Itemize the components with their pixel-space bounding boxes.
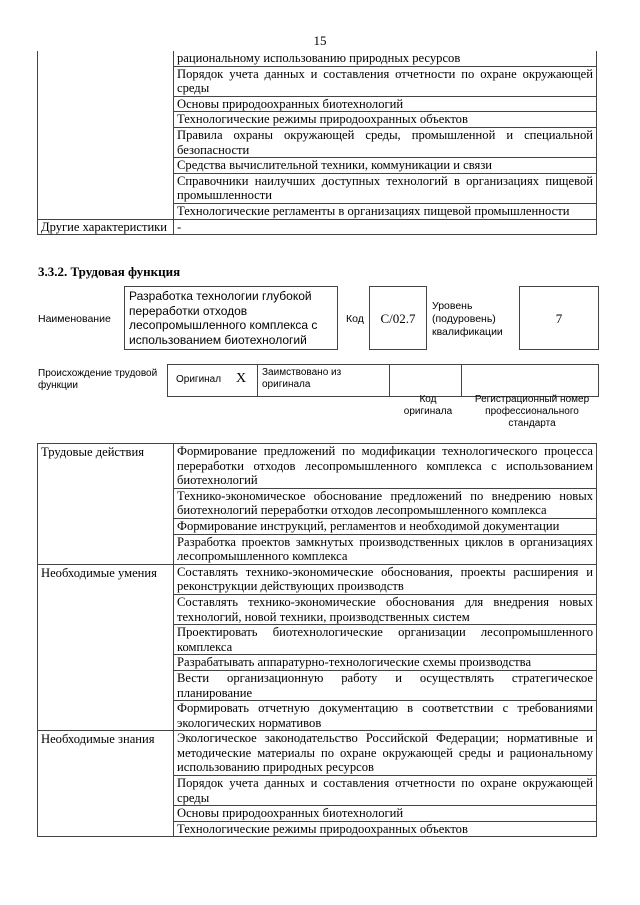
row-text: Справочники наилучших доступных технологий в организациях пищевой промышленности (174, 173, 597, 203)
level-box (519, 286, 599, 350)
row-text: рациональному использованию природных ресурсов (174, 51, 597, 66)
table-row (38, 444, 597, 489)
list-item: Формировать отчетную документацию в соответствии с требованиями экологических нормативов (174, 701, 597, 731)
origin-box (167, 364, 599, 397)
name-label: Наименование (38, 313, 111, 325)
group-label: Необходимые умения (38, 564, 174, 731)
list-item: Формирование инструкций, регламентов и необходимой документации (174, 518, 597, 534)
origin-divider-2 (389, 364, 390, 396)
origin-divider-3 (461, 364, 462, 396)
row-text: Порядок учета данных и составления отчетности по охране окружающей среды (174, 66, 597, 96)
section-title: 3.3.2. Трудовая функция (38, 264, 181, 279)
list-item: Формирование предложений по модификации технологического процесса переработки отходов лесопромышленного комплекса с использованием биотехнологий (174, 444, 597, 489)
list-item: Составлять технико-экономические обоснования, проекты расширения и реконструкции действующих производств (174, 564, 597, 594)
reg-caption: Регистрационный номер профессионального стандарта (474, 394, 590, 429)
row-text: Правила охраны окружающей среды, промышленной и специальной безопасности (174, 127, 597, 157)
borrowed-label: Заимствовано из оригинала (262, 367, 342, 390)
list-item: Разработка проектов замкнутых производственных циклов в организациях лесопромышленного комплекса (174, 534, 597, 564)
list-item: Экологическое законодательство Российской Федерации; нормативные и методические материалы по охране окружающей среды и рациональному использованию природных ресурсов (174, 731, 597, 776)
group-label: Необходимые знания (38, 731, 174, 837)
list-item: Технологические режимы природоохранных объектов (174, 821, 597, 837)
row-text: Технологические регламенты в организациях пищевой промышленности (174, 203, 597, 219)
list-item: Основы природоохранных биотехнологий (174, 806, 597, 822)
origin-divider-1 (257, 364, 258, 396)
level-label: Уровень (подуровень) квалификации (432, 300, 503, 338)
table-row (38, 219, 597, 235)
list-item: Технико-экономическое обоснование предложений по внедрению новых биотехнологий переработки отходов лесопромышленного комплекса (174, 488, 597, 518)
origin-label: Происхождение трудовой функции (38, 368, 158, 391)
list-item: Проектировать биотехнологические организации лесопромышленного комплекса (174, 625, 597, 655)
code-box (369, 286, 427, 350)
row-label (38, 51, 174, 219)
row-text: Основы природоохранных биотехнологий (174, 96, 597, 112)
table-row (38, 564, 597, 594)
list-item: Разрабатывать аппаратурно-технологические схемы производства (174, 655, 597, 671)
row-label: Другие характеристики (38, 219, 174, 235)
row-text: Технологические режимы природоохранных объектов (174, 112, 597, 128)
function-name-box (124, 286, 338, 350)
table-row (38, 51, 597, 66)
list-item: Составлять технико-экономические обоснования для внедрения новых технологий, новой техники, производственных систем (174, 594, 597, 624)
list-item: Вести организационную работу и осуществлять стратегическое планирование (174, 670, 597, 700)
original-mark: X (236, 371, 247, 386)
row-text: Средства вычислительной техники, коммуникации и связи (174, 158, 597, 174)
code-label: Код (346, 313, 364, 325)
level-value: 7 (555, 311, 563, 326)
code-caption: Код оригинала (403, 394, 453, 417)
group-label: Трудовые действия (38, 444, 174, 565)
page-number: 15 (313, 33, 327, 48)
code-value: C/02.7 (380, 311, 416, 326)
knowledge-continuation-table (37, 51, 597, 235)
row-text: - (174, 219, 597, 235)
table-row (38, 731, 597, 776)
list-item: Порядок учета данных и составления отчетности по охране окружающей среды (174, 776, 597, 806)
labor-function-table (37, 443, 597, 837)
function-name: Разработка технологии глубокой переработки отходов лесопромышленного комплекса с использованием биотехнологий (129, 289, 318, 347)
original-label: Оригинал (176, 374, 222, 385)
